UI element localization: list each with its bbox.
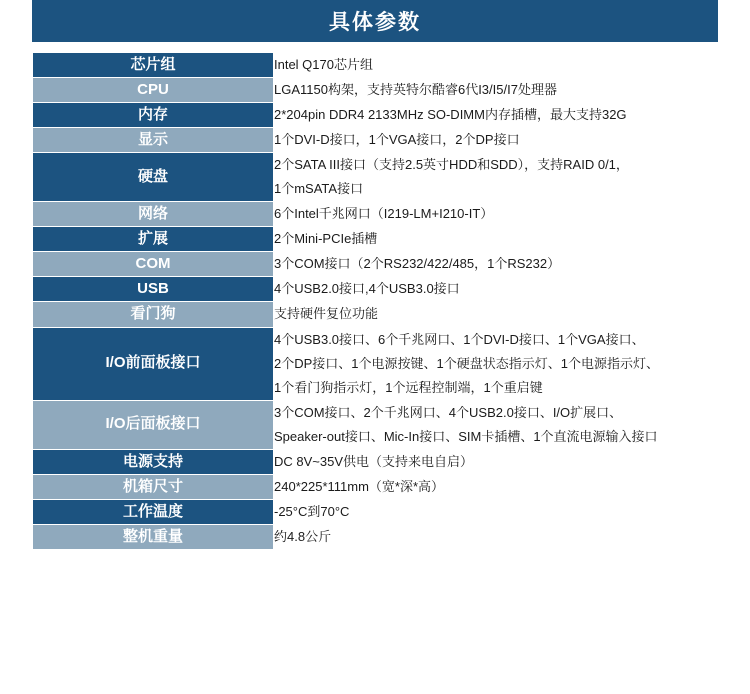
- table-row: [33, 400, 721, 449]
- spec-value-line: LGA1150构架，支持英特尔酷睿6代I3/I5/I7处理器: [274, 82, 557, 98]
- spec-label-cell: USB: [33, 277, 274, 302]
- spec-label-cell: I/O前面板接口: [33, 327, 274, 400]
- spec-value-cell: [274, 449, 721, 474]
- table-row: [33, 128, 721, 153]
- spec-value-line: 4个USB2.0接口,4个USB3.0接口: [274, 281, 460, 297]
- table-row: [33, 302, 721, 327]
- spec-value-line: 240*225*111mm（宽*深*高）: [274, 478, 445, 494]
- spec-value-cell: [274, 400, 721, 449]
- spec-label-cell: 整机重量: [33, 524, 274, 549]
- spec-value-cell: [274, 53, 721, 78]
- spec-value-cell: [274, 227, 721, 252]
- table-row: [33, 202, 721, 227]
- spec-value-cell: [274, 277, 721, 302]
- spec-label-cell: 电源支持: [33, 449, 274, 474]
- spec-label-cell: 工作温度: [33, 499, 274, 524]
- spec-value-line: Intel Q170芯片组: [274, 57, 373, 72]
- spec-value-cell: [274, 327, 721, 400]
- spec-value-line: 2个DP接口、1个电源按键、1个硬盘状态指示灯、1个电源指示灯、: [274, 355, 659, 371]
- spec-value-cell: [274, 474, 721, 499]
- page-title: 具体参数: [329, 11, 421, 34]
- spec-value-cell: [274, 524, 721, 549]
- spec-value-cell: [274, 153, 721, 202]
- table-row: [33, 227, 721, 252]
- spec-value-cell: [274, 78, 721, 103]
- spec-label-cell: I/O后面板接口: [33, 400, 274, 449]
- spec-label-cell: COM: [33, 252, 274, 277]
- table-row: [33, 474, 721, 499]
- table-row: [33, 524, 721, 549]
- spec-value-line: 1个看门狗指示灯，1个远程控制端，1个重启键: [274, 379, 543, 395]
- spec-value-cell: [274, 499, 721, 524]
- spec-value-cell: [274, 202, 721, 227]
- spec-value-line: 3个COM接口、2个千兆网口、4个USB2.0接口、I/O扩展口、: [274, 404, 623, 420]
- spec-label-cell: 内存: [33, 103, 274, 128]
- spec-value-line: Speaker-out接口、Mic-In接口、SIM卡插槽、1个直流电源输入接口: [274, 428, 658, 444]
- spec-label-cell: 硬盘: [33, 153, 274, 202]
- spec-value-line: 2个SATA III接口（支持2.5英寸HDD和SDD），支持RAID 0/1，: [274, 157, 629, 173]
- table-row: [33, 277, 721, 302]
- spec-label-cell: 显示: [33, 128, 274, 153]
- spec-value-cell: [274, 103, 721, 128]
- spec-label-cell: 芯片组: [33, 53, 274, 78]
- spec-label-cell: 扩展: [33, 227, 274, 252]
- page-title-bar: [32, 0, 718, 42]
- spec-value-line: 4个USB3.0接口、6个千兆网口、1个DVI-D接口、1个VGA接口、: [274, 331, 645, 347]
- table-row: [33, 252, 721, 277]
- spec-value-line: 2个Mini-PCIe插槽: [274, 231, 378, 247]
- spec-value-line: 1个DVI-D接口，1个VGA接口，2个DP接口: [274, 132, 520, 148]
- spec-value-line: 约4.8公斤: [274, 528, 332, 544]
- table-row: [33, 449, 721, 474]
- table-row: [33, 53, 721, 78]
- spec-value-line: 2*204pin DDR4 2133MHz SO-DIMM内存插槽，最大支持32G: [274, 107, 627, 123]
- table-row: [33, 499, 721, 524]
- specifications-table: [32, 52, 721, 550]
- spec-value-line: 6个Intel千兆网口（I219-LM+I210-IT）: [274, 206, 494, 222]
- spec-value-cell: [274, 252, 721, 277]
- spec-value-line: 1个mSATA接口: [274, 181, 364, 197]
- spec-value-cell: [274, 128, 721, 153]
- spec-value-line: DC 8V~35V供电（支持来电自启）: [274, 453, 474, 469]
- table-body: [33, 53, 721, 550]
- table-row: [33, 103, 721, 128]
- spec-value-line: -25°C到70°C: [274, 503, 350, 519]
- table-row: [33, 153, 721, 202]
- spec-value-cell: [274, 302, 721, 327]
- spec-label-cell: 看门狗: [33, 302, 274, 327]
- table-row: [33, 327, 721, 400]
- spec-value-line: 3个COM接口（2个RS232/422/485，1个RS232）: [274, 256, 561, 272]
- spec-value-line: 支持硬件复位功能: [274, 306, 379, 322]
- spec-label-cell: 网络: [33, 202, 274, 227]
- table-row: [33, 78, 721, 103]
- spec-label-cell: CPU: [33, 78, 274, 103]
- spec-label-cell: 机箱尺寸: [33, 474, 274, 499]
